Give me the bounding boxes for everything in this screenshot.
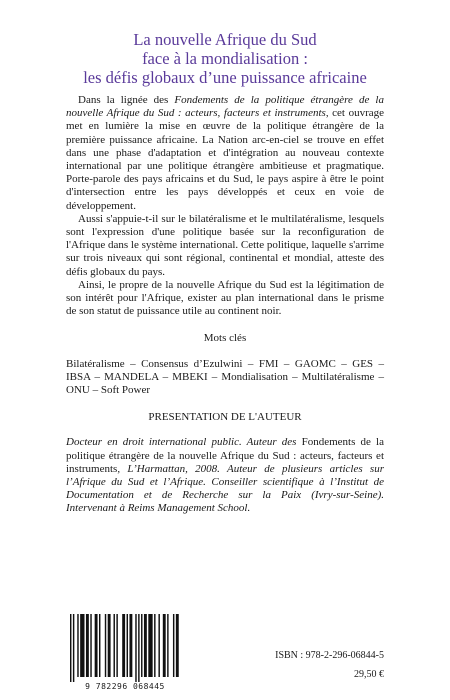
barcode-bar [108, 614, 111, 677]
author-bio-part-3: , L’Harmattan, 2008. Auteur de plusieurs articles sur l’Afrique du Sud et l’Afrique. Conseiller scientifique à l’Institut de Documentation et de Recherche sur la Paix (Ivry-sur-Seine). Intervenant à Reims Management School. [66, 462, 384, 515]
isbn-number: ISBN : 978-2-296-06844-5 [275, 650, 384, 661]
summary-rest: , cet ouvrage met en lumière la mise en œuvre de la politique étrangère de la première puissance africaine. La Nation arc-en-ciel se trouve en effet dans une phase d'adaptation et d'intégration au nouveau contexte international par une politique étrangère ambitieuse et pragmatique. Porte-parole des pays africains et du Sud, le pays aspire à être le point d'intersection entre les pays développés et ceux en voie de développement. [66, 107, 384, 212]
author-heading: PRESENTATION DE L'AUTEUR [148, 411, 302, 424]
barcode-bar [158, 614, 159, 677]
book-title [0, 30, 450, 87]
barcode-bar [148, 614, 152, 677]
barcode-bar [122, 614, 125, 677]
barcode-bar [144, 614, 147, 677]
barcode-bar [80, 614, 84, 677]
keywords-list: Bilatéralisme – Consensus d’Ezulwini – FMI – GAOMC – GES – IBSA – MANDELA – MBEKI – Mondialisation – Multilatéralisme – ONU – Soft Power [66, 357, 384, 397]
barcode-bar [127, 614, 128, 677]
barcode-digits: 9 782296 068445 [85, 682, 165, 691]
summary-book-title: Fondements de la politique étrangère de la nouvelle Afrique du Sud : acteurs, facteurs et instruments [66, 94, 384, 120]
barcode-bar [138, 614, 139, 682]
summary-paragraph-2: Aussi s'appuie-t-il sur le bilatéralisme et le multilatéralisme, lesquels sont l'expression d'une politique basée sur la reconfiguration de l'Afrique dans le système international. Cette politique, laquelle s'arrime sur trois niveaux qui sont régional, continental et mondial, atteste des défis globaux du pays. [66, 212, 384, 278]
barcode-image [66, 614, 184, 684]
author-bio-part-1: Docteur en droit international public. Auteur des [66, 436, 302, 449]
barcode-bar [167, 614, 168, 677]
barcode-bar [114, 614, 115, 677]
barcode-bar [77, 614, 78, 677]
keywords-heading: Mots clés [203, 332, 247, 345]
title-line-1: La nouvelle Afrique du Sud [133, 30, 317, 49]
back-cover-text [66, 94, 384, 516]
title-line-3: les défis globaux d’une puissance africaine [83, 68, 367, 87]
barcode-bars [66, 614, 184, 682]
summary-paragraph-3: Ainsi, le propre de la nouvelle Afrique du Sud est la légitimation de son intérêt pour l'Afrique, exister au plan international dans le prisme de son statut de puissance utile au continent noir. [66, 278, 384, 318]
barcode-bar [154, 614, 155, 677]
barcode-bar [176, 614, 179, 677]
barcode-bar [90, 614, 91, 677]
author-bio [66, 436, 384, 515]
summary-paragraph-1 [66, 94, 384, 213]
barcode-bar [86, 614, 89, 677]
barcode-bar [105, 614, 106, 677]
barcode-bar [163, 614, 166, 677]
barcode-bar [116, 614, 117, 677]
barcode-bar [129, 614, 132, 677]
title-line-2: face à la mondialisation : [142, 49, 308, 68]
price-label: 29,50 € [354, 669, 384, 680]
barcode-bar [95, 614, 98, 677]
barcode-bar [70, 614, 71, 682]
barcode-bar [73, 614, 74, 682]
barcode-bar [173, 614, 174, 677]
summary-intro: Dans la lignée des [78, 94, 175, 106]
barcode-bar [141, 614, 142, 677]
barcode-bar [99, 614, 100, 677]
barcode-bar [135, 614, 136, 682]
author-bio-book-title: Fondements de la politique étrangère de la nouvelle Afrique du Sud : acteurs, facteurs et instruments [66, 436, 384, 475]
